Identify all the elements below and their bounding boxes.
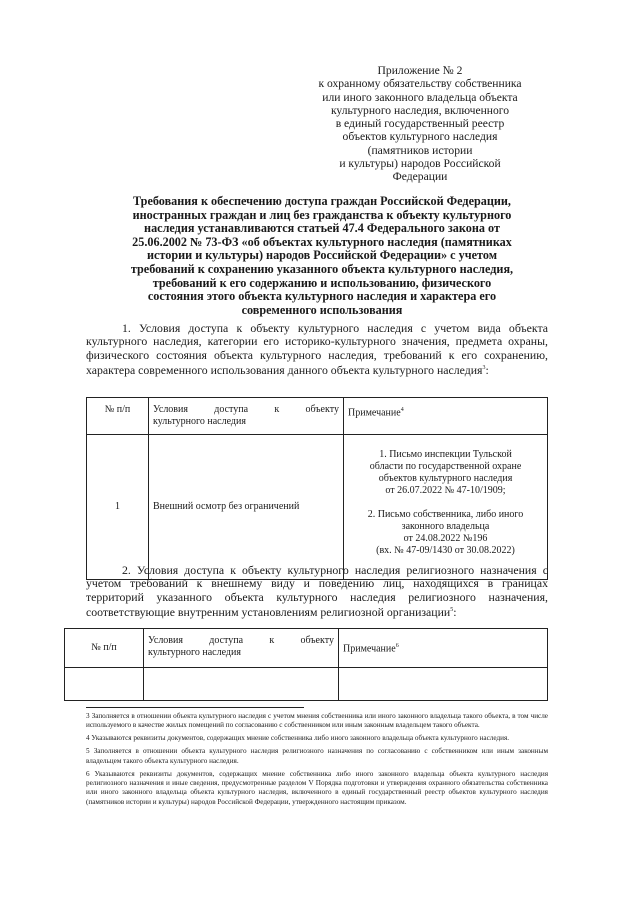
header-conditions-line2: культурного наследия xyxy=(148,647,241,658)
header-note xyxy=(339,629,548,668)
header-word: объекту xyxy=(300,635,334,646)
table-header-row xyxy=(87,398,548,435)
footnote-text: Указываются реквизиты документов, содержащих мнение собственника либо иного законного владельца объекта культурного наследия религиозного назначения и иные сведения, предусмотренные разделом V Порядка подготовки и утверждения охранного обязательства собственника или иного законного владельца объекта культурного наследия, включенного в единый государственный реестр объектов культурного наследия (памятников истории и культуры) народов Российской Федерации, утвержденного настоящим приказом. xyxy=(86,769,548,806)
footnote-text: Указываются реквизиты документов, содержащих мнение собственника либо иного законного владельца объекта культурного наследия. xyxy=(91,734,510,743)
footnote-ref-5: 5 xyxy=(450,607,454,614)
footnote-ref-3: 3 xyxy=(482,365,486,372)
header-word: доступа xyxy=(214,404,249,415)
title-line: 25.06.2002 № 73-ФЗ «об объектах культурного наследия (памятниках xyxy=(132,234,512,249)
title-line: истории и культуры) народов Российской Федерации» с учетом xyxy=(146,248,497,263)
note-line: законного владельца xyxy=(401,521,490,532)
footnotes xyxy=(86,712,548,811)
footnote-ref-6: 6 xyxy=(395,643,399,650)
title-line: Требования к обеспечению доступа граждан Российской Федерации, xyxy=(133,194,511,208)
header-conditions xyxy=(144,629,339,668)
section-2-paragraph xyxy=(86,564,548,620)
header-word: объекту xyxy=(305,404,339,415)
header-conditions xyxy=(149,398,344,435)
section-2-end: : xyxy=(453,605,457,620)
appendix-line: (памятников истории xyxy=(367,143,473,157)
footnote-text: Заполняется в отношении объекта культурного наследия с учетом мнения собственника или иного законного владельца такого объекта, в том числе используемого в качестве жилых помещений по согласованию с собственником или иным законным владельцем такого объекта. xyxy=(86,712,549,730)
appendix-line: культурного наследия, включенного xyxy=(330,103,510,117)
footnote-item xyxy=(86,770,548,808)
empty-cell xyxy=(339,668,548,701)
header-note-label: Примечание xyxy=(343,643,396,655)
header-word: к xyxy=(274,404,280,415)
footnote-item xyxy=(86,734,548,743)
row-number: 1 xyxy=(87,435,149,580)
header-word: к xyxy=(269,635,275,646)
section-1-text: 1. Условия доступа к объекту культурного наследия с учетом вида объекта культурного наследия, категории его историко-культурного значения, предмета охраны, физического состояния объекта культурного наследия, требований к его сохранению, характера современного использования данного объекта культурного наследия xyxy=(86,321,548,378)
note-line: объектов культурного наследия xyxy=(378,473,513,484)
footnote-number: 3 xyxy=(86,712,90,720)
section-1-end: : xyxy=(485,363,489,378)
header-note-label: Примечание xyxy=(348,407,401,419)
appendix-line: Приложение № 2 xyxy=(377,64,463,77)
footnote-number: 5 xyxy=(86,747,90,756)
section-1-paragraph xyxy=(86,322,548,378)
title-line: требований к его содержанию и использованию, физического xyxy=(152,275,492,290)
appendix-line: в единый государственный реестр xyxy=(335,117,505,131)
header-note xyxy=(344,398,548,435)
section-2-text: 2. Условия доступа к объекту культурного наследия религиозного назначения с учетом требований к внешнему виду и поведению лиц, находящихся в границах территорий указанного объекта культурного наследия религиозного назначения, соответствующие внутренним установлениям религиозной организации xyxy=(86,563,548,620)
header-word: доступа xyxy=(209,635,244,646)
appendix-line: Федерации xyxy=(392,170,448,184)
note-line: от 24.08.2022 №196 xyxy=(403,533,488,544)
note-line: области по государственной охране xyxy=(369,461,522,472)
appendix-line: или иного законного владельца объекта xyxy=(322,90,518,104)
document-title xyxy=(78,195,566,317)
table-row-empty xyxy=(65,668,548,701)
note-spacer xyxy=(348,497,543,509)
title-line: современного использования xyxy=(241,302,403,317)
header-word: Условия xyxy=(153,404,188,415)
footnote-number: 4 xyxy=(86,734,90,743)
religious-access-table xyxy=(64,628,548,701)
title-line: наследия устанавливаются статьей 47.4 Федерального закона от xyxy=(144,221,500,236)
title-line: требований к сохранению указанного объекта культурного наследия, xyxy=(130,261,514,276)
footnote-item xyxy=(86,712,548,731)
row-conditions: Внешний осмотр без ограничений xyxy=(149,435,344,580)
row-note xyxy=(344,435,548,580)
footnote-ref-4: 4 xyxy=(400,407,404,413)
note-line: 1. Письмо инспекции Тульской xyxy=(379,449,512,460)
empty-cell xyxy=(144,668,339,701)
appendix-header xyxy=(282,64,558,184)
appendix-line: объектов культурного наследия xyxy=(342,130,498,144)
note-line: от 26.07.2022 № 47-10/1909; xyxy=(385,485,506,496)
title-line: состояния этого объекта культурного наследия и характера его xyxy=(147,289,497,304)
title-line: иностранных граждан и лиц без гражданства к объекту культурного xyxy=(132,207,512,222)
note-line: (вх. № 47-09/1430 от 30.08.2022) xyxy=(376,545,515,556)
footnote-item xyxy=(86,747,548,766)
appendix-line: к охранному обязательству собственника xyxy=(318,77,522,91)
table-row xyxy=(87,435,548,580)
appendix-line: и культуры) народов Российской xyxy=(339,157,501,171)
header-conditions-line2: культурного наследия xyxy=(153,416,246,427)
header-word: Условия xyxy=(148,635,183,646)
note-line: 2. Письмо собственника, либо иного xyxy=(367,509,524,520)
footnote-number: 6 xyxy=(86,769,90,778)
header-number: № п/п xyxy=(65,629,144,668)
empty-cell xyxy=(65,668,144,701)
table-header-row xyxy=(65,629,548,668)
header-number: № п/п xyxy=(87,398,149,435)
access-conditions-table xyxy=(86,397,548,580)
footnote-divider xyxy=(86,707,304,708)
footnote-text: Заполняется в отношении объекта культурного наследия религиозного назначения по согласованию с собственником или иным законным владельцем такого объекта культурного наследия. xyxy=(86,747,549,765)
